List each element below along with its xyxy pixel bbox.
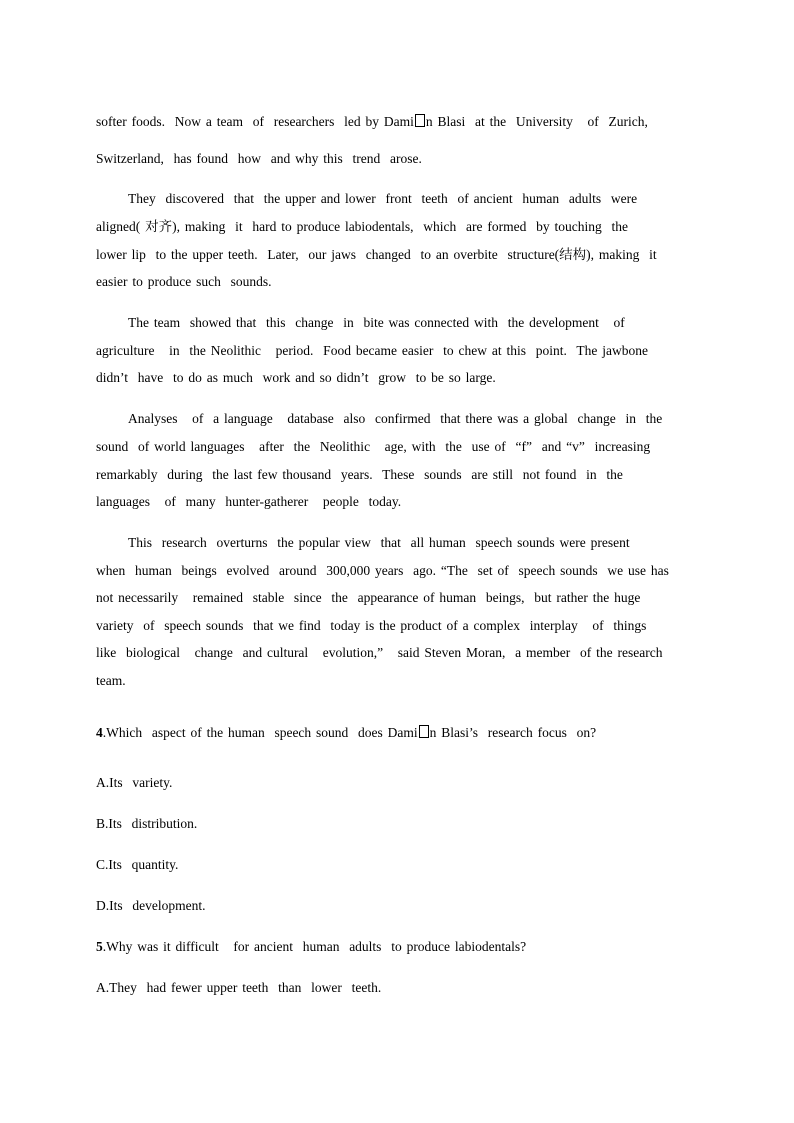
passage-line: sound of world languages after the Neolithic age, with the use of “f” and “v” increasing <box>96 439 651 454</box>
option-b: B.Its distribution. <box>96 816 198 831</box>
passage-line: when human beings evolved around 300,000 years ago. “The set of speech sounds we use has <box>96 563 669 578</box>
passage-line: lower lip to the upper teeth. Later, our jaws changed to an overbite structure(结构), making it <box>96 247 657 262</box>
passage-line: Switzerland, has found how and why this trend arose. <box>96 151 422 166</box>
passage-line: They discovered that the upper and lower front teeth of ancient human adults were <box>128 191 638 206</box>
missing-glyph-icon <box>415 114 425 127</box>
passage-line: team. <box>96 673 126 688</box>
missing-glyph-icon <box>419 725 429 738</box>
question-number: 5 <box>96 939 103 954</box>
option-a: A.Its variety. <box>96 775 173 790</box>
option-c: C.Its quantity. <box>96 857 179 872</box>
passage-line: This research overturns the popular view that all human speech sounds were present <box>128 535 630 550</box>
passage-line: The team showed that this change in bite was connected with the development of <box>128 315 625 330</box>
passage-line: easier to produce such sounds. <box>96 274 272 289</box>
passage-line: aligned( 对齐), making it hard to produce labiodentals, which are formed by touching the <box>96 219 628 234</box>
passage-line: agriculture in the Neolithic period. Food became easier to chew at this point. The jawbone <box>96 343 648 358</box>
passage-line: like biological change and cultural evolution,” said Steven Moran, a member of the research <box>96 645 663 660</box>
passage-line: didn’t have to do as much work and so didn’t grow to be so large. <box>96 370 496 385</box>
passage-line: languages of many hunter-gatherer people today. <box>96 494 402 509</box>
question-5: 5.Why was it difficult for ancient human adults to produce labiodentals? <box>96 939 527 954</box>
question-number: 4 <box>96 725 103 740</box>
option-d: D.Its development. <box>96 898 206 913</box>
passage-line: not necessarily remained stable since the appearance of human beings, but rather the huge <box>96 590 641 605</box>
passage-line: Analyses of a language database also confirmed that there was a global change in the <box>128 411 663 426</box>
question-4: 4.Which aspect of the human speech sound does Dami n Blasi’s research focus on? <box>96 725 597 740</box>
passage-line: softer foods. Now a team of researchers led by Dami n Blasi at the University of Zurich, <box>96 114 648 129</box>
passage-line: variety of speech sounds that we find today is the product of a complex interplay of things <box>96 618 647 633</box>
option-a: A.They had fewer upper teeth than lower teeth. <box>96 980 382 995</box>
passage-line: remarkably during the last few thousand years. These sounds are still not found in the <box>96 467 623 482</box>
